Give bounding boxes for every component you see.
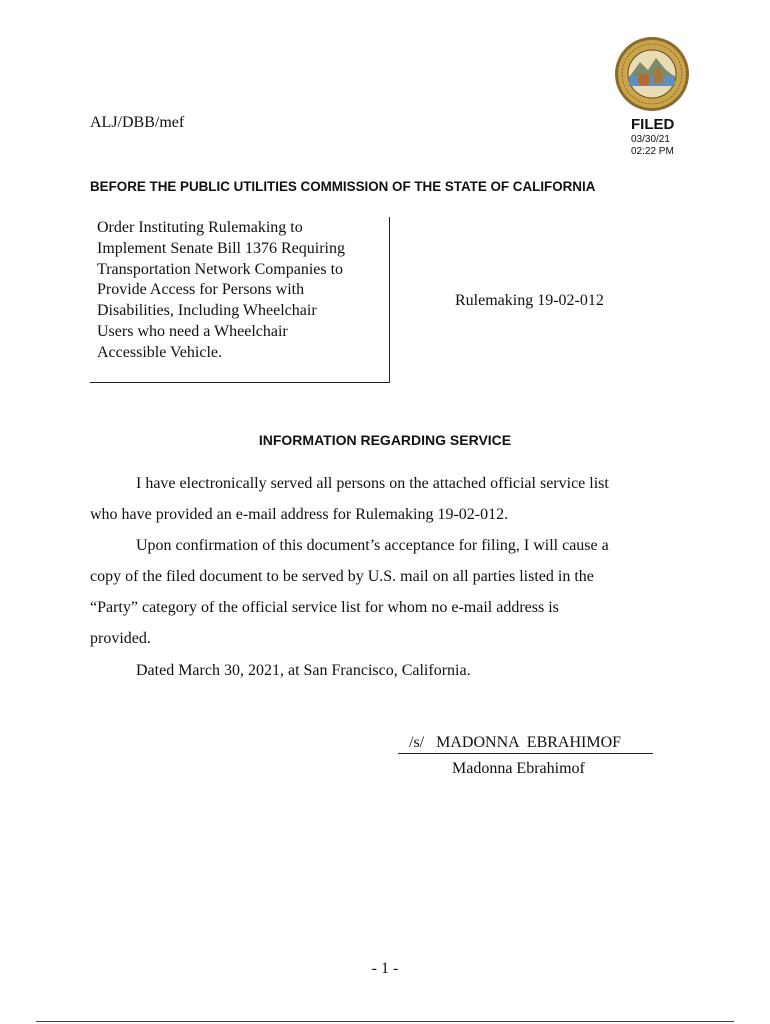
caption-line: Accessible Vehicle. bbox=[97, 343, 222, 361]
filed-date: 03/30/21 bbox=[631, 134, 670, 145]
filed-stamp bbox=[631, 116, 674, 158]
proceeding-number: Rulemaking 19-02-012 bbox=[455, 292, 604, 309]
signer-name: Madonna Ebrahimof bbox=[452, 760, 585, 777]
page-number: - 1 - bbox=[371, 960, 399, 977]
dated-line: Dated March 30, 2021, at San Francisco, California. bbox=[136, 662, 471, 679]
filed-label: FILED bbox=[631, 116, 675, 133]
section-heading: INFORMATION REGARDING SERVICE bbox=[258, 432, 512, 448]
body-line: provided. bbox=[90, 630, 151, 647]
filed-time: 02:22 PM bbox=[631, 146, 674, 157]
document-code: ALJ/DBB/mef bbox=[90, 114, 185, 131]
body-line: copy of the filed document to be served by U.S. mail on all parties listed in the bbox=[90, 568, 594, 585]
body-line: I have electronically served all persons on the attached official service list bbox=[136, 475, 609, 492]
caption-line: Order Instituting Rulemaking to bbox=[97, 219, 303, 236]
commission-heading: BEFORE THE PUBLIC UTILITIES COMMISSION OF THE STATE OF CALIFORNIA bbox=[90, 179, 596, 194]
caption-line: Implement Senate Bill 1376 Requiring bbox=[97, 239, 345, 257]
caption-line: Transportation Network Companies to bbox=[97, 260, 344, 278]
body-line: Upon confirmation of this document’s acceptance for filing, I will cause a bbox=[136, 537, 609, 554]
signature-rule bbox=[398, 753, 653, 754]
case-caption-box bbox=[90, 217, 390, 383]
state-seal-icon bbox=[614, 36, 690, 112]
caption-line: Users who need a Wheelchair bbox=[97, 322, 288, 340]
body-line: who have provided an e-mail address for Rulemaking 19-02-012. bbox=[90, 506, 509, 523]
body-line: “Party” category of the official service list for whom no e-mail address is bbox=[90, 599, 559, 616]
caption-line: Disabilities, Including Wheelchair bbox=[97, 302, 317, 320]
signature-line: /s/ MADONNA EBRAHIMOF bbox=[409, 734, 622, 751]
caption-text bbox=[90, 217, 389, 364]
caption-line: Provide Access for Persons with bbox=[97, 281, 305, 299]
footer-divider bbox=[36, 1021, 734, 1022]
